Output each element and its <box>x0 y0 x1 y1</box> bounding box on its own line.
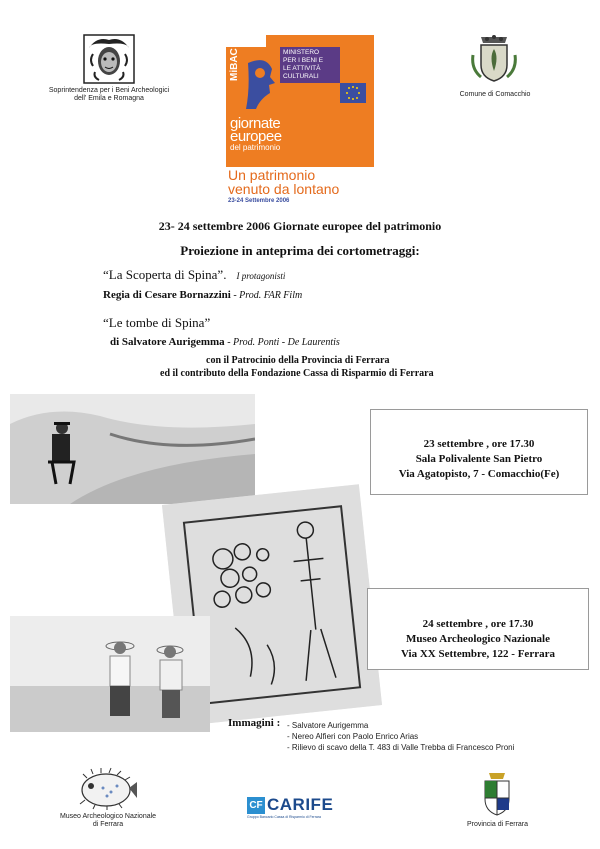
comacchio-caption: Comune di Comacchio <box>459 91 531 98</box>
event-box-1 <box>370 409 588 495</box>
film-1-producer: - Prod. FAR Film <box>230 290 303 301</box>
logo-white-notch <box>226 35 266 47</box>
soprintendenza-logo <box>83 34 135 84</box>
ministry-line3: LE ATTIVITÀ <box>283 65 321 73</box>
excavation-photo-icon <box>10 394 255 504</box>
patronage-line1: con il Patrocinio della Provincia di Ferrara <box>206 355 390 366</box>
event-1-venue: Sala Polivalente San Pietro <box>415 453 543 465</box>
carife-sub: Gruppo Bancario Cassa di Risparmio di Ferrara <box>247 815 321 819</box>
film-1-director: Regia di Cesare Bornazzini <box>103 289 231 301</box>
soprintendenza-caption-line2: dell' Emila e Romagna <box>74 95 144 103</box>
event-1-date: 23 settembre , ore 17.30 <box>423 438 535 450</box>
mibac-label: MiBAC <box>229 48 240 81</box>
subheadline: Proiezione in anteprima dei cortometraggi: <box>180 243 420 258</box>
event-2-date: 24 settembre , ore 17.30 <box>422 618 534 630</box>
museo-logo <box>73 766 139 810</box>
ministry-line2: PER I BENI E <box>283 57 324 65</box>
logo-europee: europee <box>230 128 282 145</box>
film-2 <box>103 315 523 350</box>
credit-item-2: - Nereo Alfieri con Paolo Enrico Arias <box>287 732 419 741</box>
carife-name: CARIFE <box>267 795 334 814</box>
film-1-title: “La Scoperta di Spina”. <box>103 267 227 282</box>
provincia-crest <box>481 771 513 817</box>
photo-alfieri-arias <box>10 616 210 732</box>
carife-logo <box>247 797 357 821</box>
coat-of-arms-icon <box>469 33 519 85</box>
credit-item-3: - Rilievo di scavo della T. 483 di Valle Trebba di Francesco Proni <box>287 743 515 752</box>
provincia-caption: Provincia di Ferrara <box>466 821 529 828</box>
logo-tagline-line2: venuto da lontano <box>228 181 340 197</box>
profile-head-icon <box>242 55 278 109</box>
two-men-photo-icon <box>10 616 210 732</box>
photo-aurigemma <box>10 394 255 504</box>
eu-flag <box>340 83 366 103</box>
patronage-line2: ed il contributo della Fondazione Cassa di Risparmio di Ferrara <box>160 368 434 379</box>
logo-del-patrimonio: del patrimonio <box>230 143 281 152</box>
event-2-venue: Museo Archeologico Nazionale <box>406 633 550 645</box>
event-2-address: Via XX Settembre, 122 - Ferrara <box>401 648 555 660</box>
museo-caption-line1: Museo Archeologico Nazionale <box>59 813 157 820</box>
event-box-2 <box>367 588 589 670</box>
museo-caption-line2: di Ferrara <box>92 821 124 829</box>
medusa-head-icon <box>83 34 135 84</box>
comacchio-crest <box>469 33 519 85</box>
film-1-extra: I protagonisti <box>236 271 286 281</box>
film-2-title: “Le tombe di Spina” <box>103 315 211 330</box>
eu-stars-icon <box>340 83 366 103</box>
logo-dates: 23-24 Settembre 2006 <box>228 198 290 204</box>
credit-item-1: - Salvatore Aurigemma <box>287 721 369 730</box>
event-1-address: Via Agatopisto, 7 - Comacchio(Fe) <box>398 468 560 480</box>
logo-giornate: giornate <box>230 115 281 132</box>
logo-profile-mark <box>242 55 278 109</box>
film-2-director: di Salvatore Aurigemma <box>110 336 225 348</box>
ministry-line1: MINISTERO <box>283 49 320 56</box>
provincia-coat-of-arms-icon <box>481 771 513 817</box>
headline: 23- 24 settembre 2006 Giornate europee del patrimonio <box>158 219 442 233</box>
ministry-line4: CULTURALI <box>283 73 319 81</box>
carife-mark: CF <box>247 797 265 814</box>
giornate-europee-logo <box>226 35 374 167</box>
film-1 <box>103 266 523 303</box>
logo-tagline-line1: Un patrimonio <box>228 167 316 183</box>
images-label: Immagini : <box>228 717 281 729</box>
film-2-producer: - Prod. Ponti - De Laurentis <box>224 337 340 348</box>
ministry-box <box>280 47 340 83</box>
hedgehog-fish-icon <box>73 766 139 810</box>
soprintendenza-caption-line1: Soprintendenza per i Beni Archeologici <box>48 87 170 94</box>
